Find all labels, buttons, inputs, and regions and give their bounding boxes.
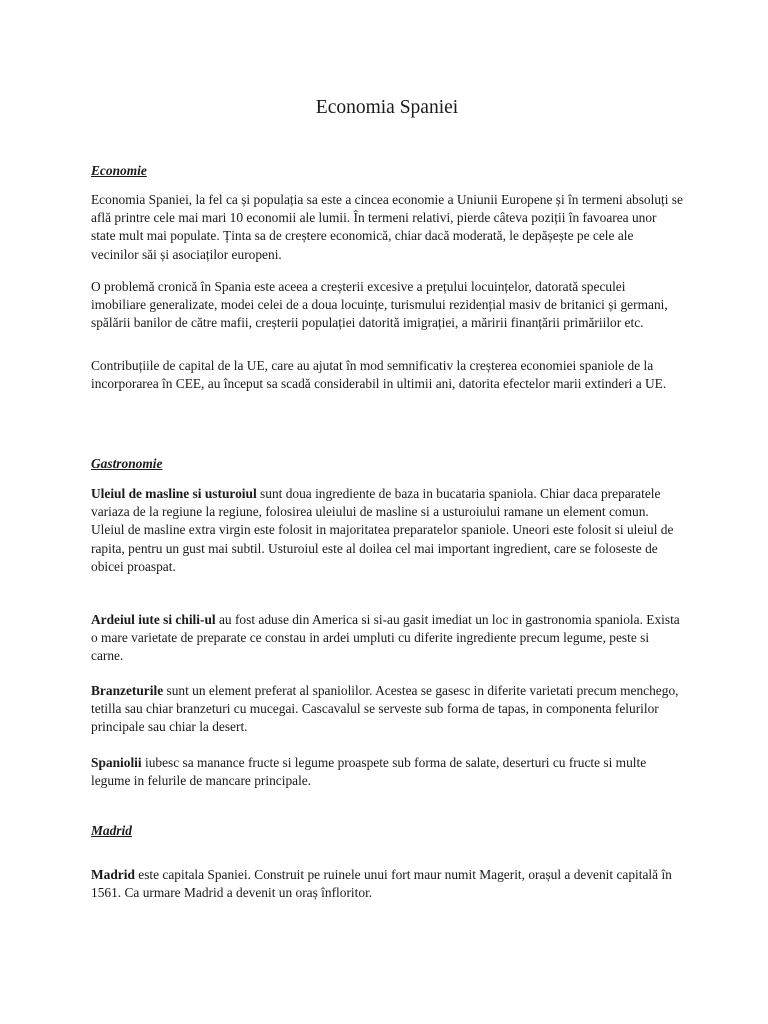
madrid-text: este capitala Spaniei. Construit pe ruinele unui fort maur numit Magerit, orașul a devenit capitală în 1561. Ca urmare Madrid a devenit un oraș înfloritor. bbox=[91, 867, 672, 901]
spaniolii-bold-term: Spaniolii bbox=[91, 755, 142, 770]
economie-paragraph-3: Contribuțiile de capital de la UE, care au ajutat în mod semnificativ la creșterea economiei spaniole de la incorporarea în CEE, au început sa scadă considerabil in ultimii ani, datorita efectelor marii extinderi a UE. bbox=[91, 358, 667, 392]
economie-paragraph-1: Economia Spaniei, la fel ca și populația sa este a cincea economie a Uniunii Europene și în termeni absoluți se află printre cele mai mari 10 economii ale lumii. În termeni relativi, pierde câteva poziții în favoarea unor state mult mai populate. Ținta sa de creștere economică, chiar dacă moderată, le depășește pe cele ale vecinilor săi și asociaților europeni. bbox=[91, 192, 683, 262]
madrid-paragraph-1 bbox=[91, 866, 683, 902]
economie-paragraph-2: O problemă cronică în Spania este aceea a creșterii excesive a prețului locuințelor, datorată speculei imobiliare generalizate, modei celei de a doua locuințe, turismului rezidențial masiv de britanici și germani, spălării banilor de către mafii, creșterii populației datorită imigrației, a măririi finanțării primăriilor etc. bbox=[91, 279, 668, 331]
gastronomie-paragraph-branzeturi bbox=[91, 682, 683, 737]
branzeturi-text: sunt un element preferat al spaniolilor. Acestea se gasesc in diferite varietati precum menchego, tetilla sau chiar branzeturi cu mucegai. Cascavalul se serveste sub forma de tapas, in componenta felurilor principale sau chiar la desert. bbox=[91, 683, 679, 735]
section-heading-madrid: Madrid bbox=[91, 823, 132, 838]
section-heading-gastronomie: Gastronomie bbox=[91, 456, 163, 471]
gastronomie-paragraph-spaniolii bbox=[91, 754, 683, 790]
ardei-text: au fost aduse din America si si-au gasit imediat un loc in gastronomia spaniola. Exista o mare varietate de preparate ce constau in ardei umpluti cu diferite ingrediente precum legume, peste si carne. bbox=[91, 612, 680, 664]
branzeturi-bold-term: Branzeturile bbox=[91, 683, 164, 698]
ulei-continuation-text: Uleiul de masline extra virgin este folosit in majoritatea preparatelor spaniole. Uneori este folosit si uleiul de rapita, pentru un gust mai subtil. Usturoiul este al doilea cel mai important ingredient, care se foloseste de obicei proaspat. bbox=[91, 522, 674, 574]
ulei-text: sunt doua ingrediente de baza in bucataria spaniola. Chiar daca preparatele variaza de la regiune la regiune, folosirea uleiului de masline si a usturoiului ramane un element comun. bbox=[91, 486, 661, 520]
document-title: Economia Spaniei bbox=[315, 97, 459, 118]
spaniolii-text: iubesc sa manance fructe si legume proaspete sub forma de salate, deserturi cu fructe si multe legume in felurile de mancare principale. bbox=[91, 755, 647, 789]
ardei-bold-term: Ardeiul iute si chili-ul bbox=[91, 612, 216, 627]
madrid-bold-term: Madrid bbox=[91, 867, 135, 882]
ulei-bold-term: Uleiul de masline si usturoiul bbox=[91, 486, 257, 501]
gastronomie-paragraph-ardei bbox=[91, 611, 683, 666]
gastronomie-paragraph-ulei bbox=[91, 485, 683, 576]
section-heading-economie: Economie bbox=[91, 163, 147, 178]
